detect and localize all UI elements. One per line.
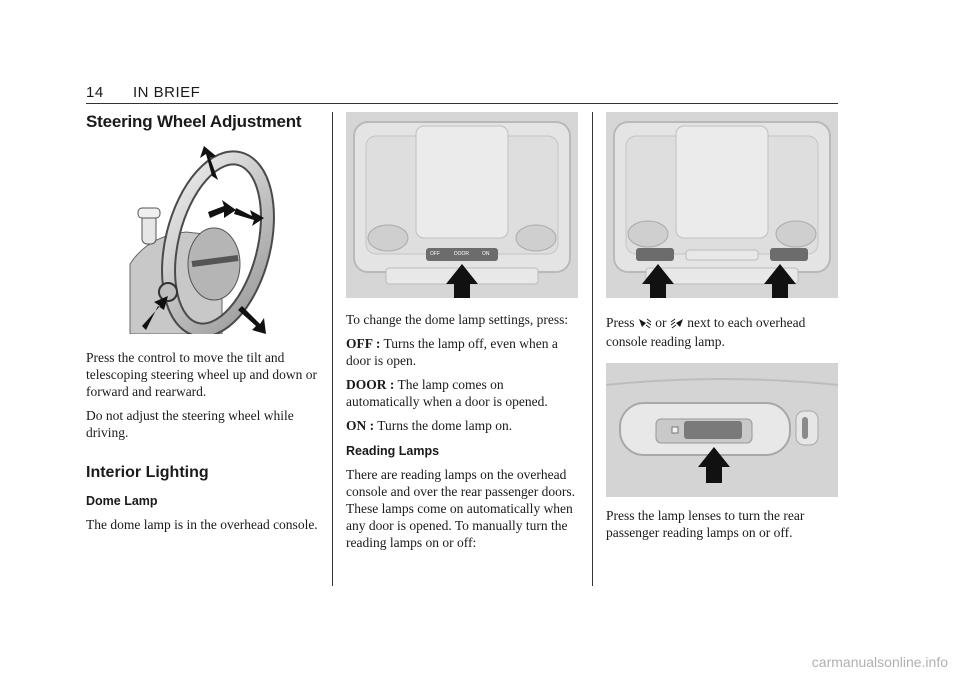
column-3-top-text xyxy=(606,314,838,350)
off-label: OFF : xyxy=(346,336,381,351)
interior-lighting-heading: Interior Lighting xyxy=(86,464,209,481)
dome-lamp-heading: Dome Lamp xyxy=(86,494,158,508)
on-label: ON : xyxy=(346,418,375,433)
console-on-button: ON xyxy=(482,251,490,257)
press-word: Press xyxy=(606,315,635,330)
reading-lamps-heading: Reading Lamps xyxy=(346,444,440,458)
reading-lamps-description: There are reading lamps on the overhead console and over the rear passenger doors. These lamps come on automatically when any door is opened. To manually turn the reading lamps on or off: xyxy=(346,467,576,550)
steering-warning: Do not adjust the steering wheel while driving. xyxy=(86,408,294,440)
door-setting xyxy=(346,376,578,410)
door-label: DOOR : xyxy=(346,377,395,392)
column-1-body xyxy=(86,349,318,533)
on-setting xyxy=(346,417,578,434)
dome-settings-intro: To change the dome lamp settings, press: xyxy=(346,312,569,327)
steering-wheel-heading: Steering Wheel Adjustment xyxy=(86,112,302,131)
steering-wheel-illustration xyxy=(126,146,278,334)
steering-instructions: Press the control to move the tilt and telescoping steering wheel up and down or forward and rearward. xyxy=(86,350,317,399)
page-header xyxy=(86,84,838,104)
on-description: Turns the dome lamp on. xyxy=(374,418,513,433)
console-off-button: OFF xyxy=(430,251,440,257)
dome-lamp-location: The dome lamp is in the overhead console. xyxy=(86,517,318,532)
column-2-body xyxy=(346,311,578,551)
press-rest-text: next to each overhead console reading lamp. xyxy=(606,315,806,349)
column-3-bottom-text xyxy=(606,507,838,541)
console-door-button: DOOR xyxy=(454,251,469,257)
off-description: Turns the lamp off, even when a door is open. xyxy=(346,336,558,368)
door-description: The lamp comes on automatically when a door is opened. xyxy=(346,377,548,409)
rear-reading-lamp-image xyxy=(606,363,838,497)
reading-lamps-console-image xyxy=(606,112,838,298)
dome-lamp-console-image xyxy=(346,112,578,298)
page-number: 14 xyxy=(86,84,104,101)
reading-lamp-instructions xyxy=(606,314,838,350)
header-divider xyxy=(86,103,838,104)
rear-lamp-instructions: Press the lamp lenses to turn the rear passenger reading lamps on or off. xyxy=(606,508,805,540)
or-word: or xyxy=(655,315,667,330)
off-setting xyxy=(346,335,578,369)
watermark: carmanualsonline.info xyxy=(811,654,948,670)
reading-lamp-right-icon xyxy=(670,316,684,333)
section-title: IN BRIEF xyxy=(133,84,201,101)
column-divider-2 xyxy=(592,112,593,586)
column-divider-1 xyxy=(332,112,333,586)
column-1 xyxy=(86,112,318,132)
reading-lamp-left-icon xyxy=(638,316,652,333)
